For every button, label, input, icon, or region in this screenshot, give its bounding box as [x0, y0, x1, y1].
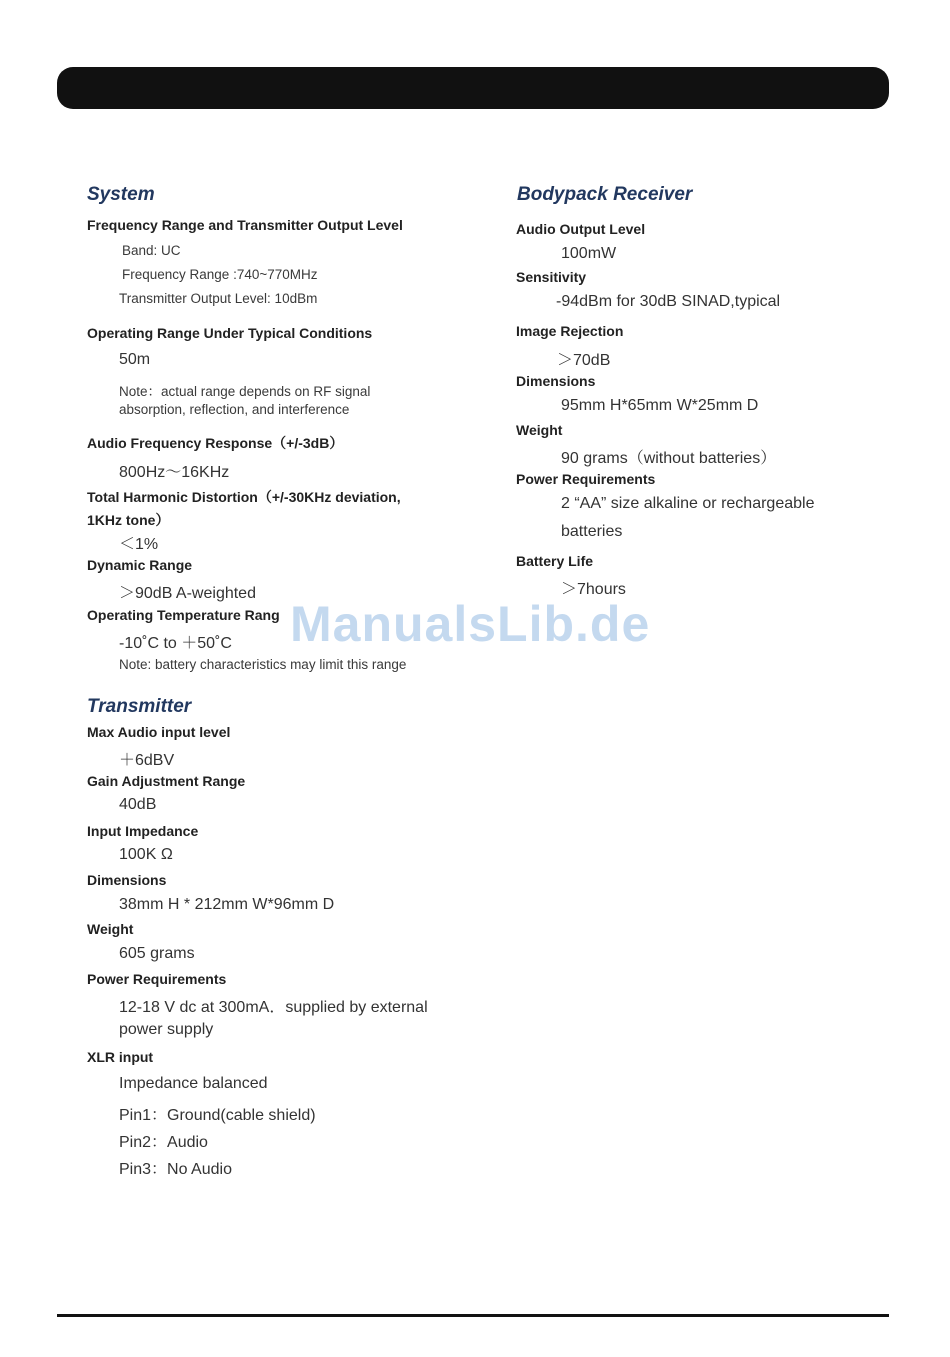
gain-label: Gain Adjustment Range — [87, 773, 246, 789]
op-range-note-1: Note：actual range depends on RF signal — [119, 384, 371, 399]
xlr-pin1: Pin1：Ground(cable shield) — [119, 1107, 316, 1124]
thd-label-2: 1KHz tone） — [87, 512, 170, 528]
watermark: ManualsLib.de — [290, 596, 651, 652]
xlr-impedance: Impedance balanced — [119, 1075, 268, 1092]
tx-power-value-2: power supply — [119, 1021, 214, 1038]
xlr-pin2: Pin2：Audio — [119, 1134, 208, 1151]
footer-rule — [57, 1314, 889, 1317]
xlr-pin3: Pin3：No Audio — [119, 1161, 232, 1178]
audio-output-label: Audio Output Level — [516, 221, 646, 237]
impedance-label: Input Impedance — [87, 823, 199, 839]
rx-dimensions-label: Dimensions — [516, 373, 596, 389]
image-rejection-label: Image Rejection — [516, 323, 624, 339]
rx-power-label: Power Requirements — [516, 471, 656, 487]
receiver-title: Bodypack Receiver — [517, 184, 693, 205]
freq-range-value: Frequency Range :740~770MHz — [122, 267, 318, 282]
rx-power-value-1: 2 “AA” size alkaline or rechargeable — [561, 495, 815, 512]
battery-life-value: ＞7hours — [561, 581, 626, 598]
afr-value: 800Hz～16KHz — [119, 464, 230, 481]
system-title: System — [87, 184, 155, 205]
max-audio-value: ＋6dBV — [119, 752, 175, 769]
gain-value: 40dB — [119, 796, 157, 813]
header-bar — [57, 67, 889, 109]
image-rejection-value: ＞70dB — [557, 352, 611, 369]
temp-range-value: -10˚C to ＋50˚C — [119, 635, 232, 652]
rx-weight-label: Weight — [516, 422, 563, 438]
thd-value: ＜1% — [119, 536, 159, 553]
freq-range-label: Frequency Range and Transmitter Output Level — [87, 217, 403, 233]
sensitivity-label: Sensitivity — [516, 269, 587, 285]
xlr-label: XLR input — [87, 1049, 154, 1065]
rx-weight-value: 90 grams（without batteries） — [561, 450, 777, 467]
tx-dimensions-value: 38mm H * 212mm W*96mm D — [119, 896, 335, 913]
dynamic-range-label: Dynamic Range — [87, 557, 193, 573]
tx-power-label: Power Requirements — [87, 971, 227, 987]
tx-dimensions-label: Dimensions — [87, 872, 167, 888]
thd-label-1: Total Harmonic Distortion（+/-30KHz deviation, — [87, 489, 401, 505]
tx-output-value: Transmitter Output Level: 10dBm — [119, 291, 318, 306]
op-range-note-2: absorption, reflection, and interference — [119, 402, 350, 417]
rx-dimensions-value: 95mm H*65mm W*25mm D — [561, 397, 759, 414]
op-range-value: 50m — [119, 351, 151, 368]
impedance-value: 100K Ω — [119, 846, 173, 863]
battery-life-label: Battery Life — [516, 553, 594, 569]
band-value: Band: UC — [122, 243, 181, 258]
transmitter-title: Transmitter — [87, 696, 192, 717]
dynamic-range-value: ＞90dB A-weighted — [119, 585, 256, 602]
audio-output-value: 100mW — [561, 245, 617, 262]
max-audio-label: Max Audio input level — [87, 724, 231, 740]
tx-weight-label: Weight — [87, 921, 134, 937]
rx-power-value-2: batteries — [561, 523, 623, 540]
afr-label: Audio Frequency Response（+/-3dB） — [87, 435, 344, 451]
temp-range-note: Note: battery characteristics may limit this range — [119, 657, 407, 672]
sensitivity-value: -94dBm for 30dB SINAD,typical — [556, 293, 781, 310]
temp-range-label: Operating Temperature Rang — [87, 607, 280, 623]
tx-weight-value: 605 grams — [119, 945, 195, 962]
tx-power-value-1: 12-18 V dc at 300mA．supplied by external — [119, 999, 428, 1016]
op-range-label: Operating Range Under Typical Conditions — [87, 325, 373, 341]
